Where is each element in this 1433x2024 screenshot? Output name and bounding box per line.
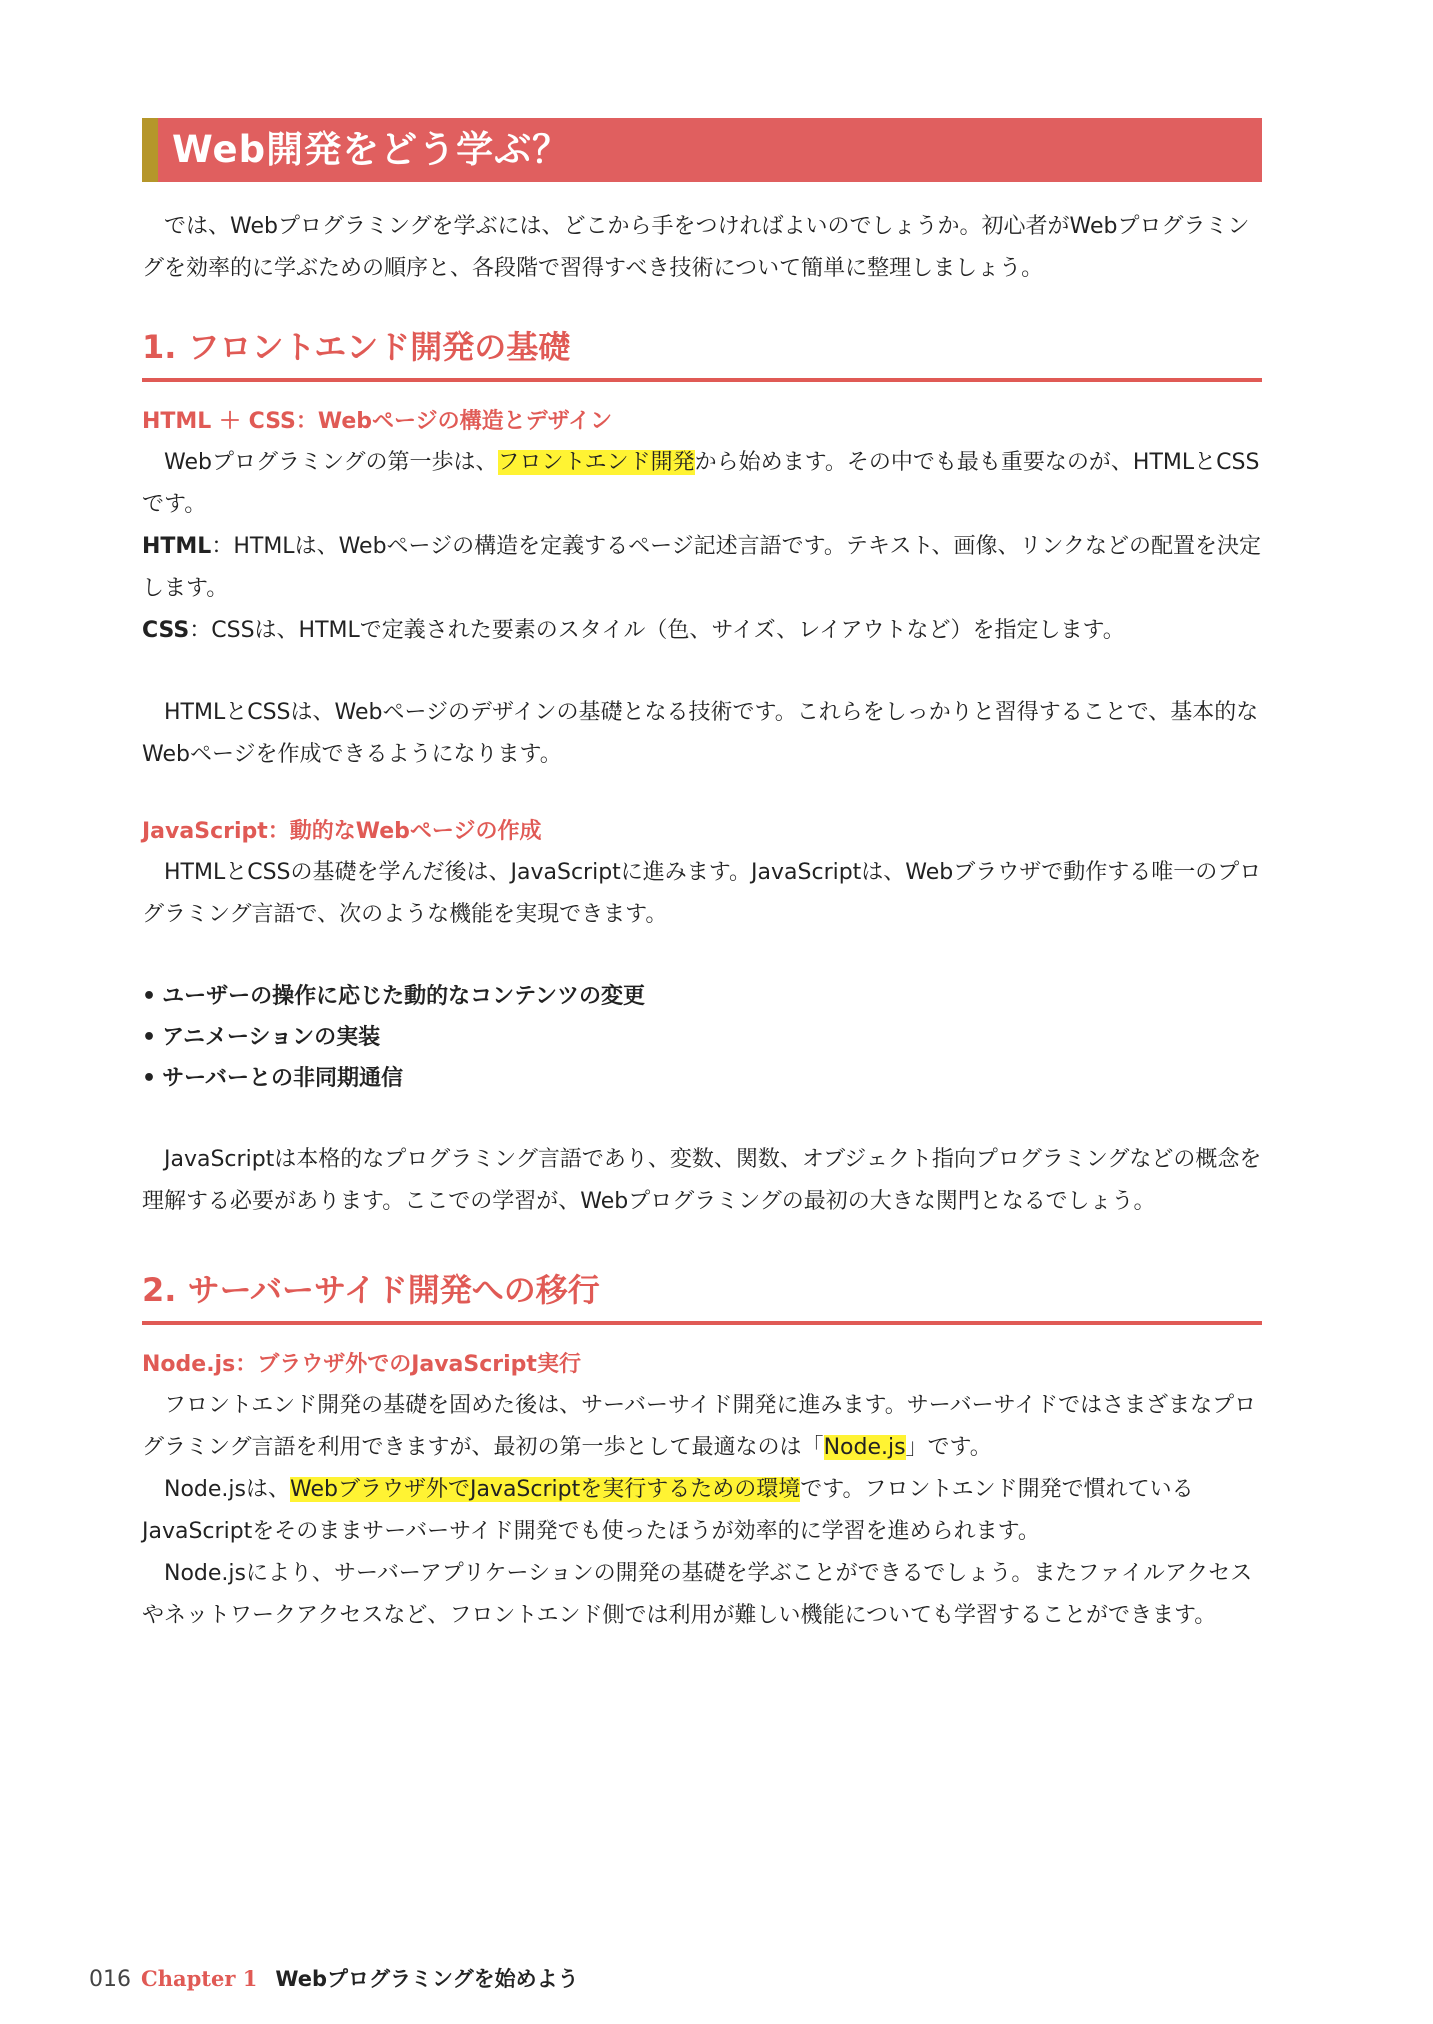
section-1-heading: 1. フロントエンド開発の基礎 <box>142 324 1262 382</box>
frontend-intro-paragraph: Webプログラミングの第一歩は、フロントエンド開発から始めます。その中でも最も重要なのが、HTMLとCSSです。 <box>142 450 1260 517</box>
nodejs-summary-paragraph: Node.jsにより、サーバーアプリケーションの開発の基礎を学ぶことができるでしょう。またファイルアクセスやネットワークアクセスなど、フロントエンド側では利用が難しい機能についても学習することができます。 <box>142 1561 1253 1628</box>
page-number: 016 <box>89 1967 131 1992</box>
page-footer <box>89 1963 579 1993</box>
page-body <box>142 118 1262 1637</box>
section-1-sub-1-heading: HTML ＋ CSS：Webページの構造とデザイン <box>142 409 613 434</box>
page-title-bar <box>142 118 1262 182</box>
javascript-intro-paragraph: HTMLとCSSの基礎を学んだ後は、JavaScriptに進みます。JavaScriptは、Webブラウザで動作する唯一のプログラミング言語で、次のような機能を実現できます。 <box>142 860 1262 927</box>
highlight-runtime: Webブラウザ外でJavaScriptを実行するための環境 <box>290 1477 801 1502</box>
intro-paragraph: では、Webプログラミングを学ぶには、どこから手をつければよいのでしょうか。初心者がWebプログラミングを効率的に学ぶための順序と、各段階で習得すべき技術について簡単に整理しましょう。 <box>142 214 1250 281</box>
chapter-label: Chapter 1 <box>141 1966 258 1991</box>
javascript-summary-paragraph: JavaScriptは本格的なプログラミング言語であり、変数、関数、オブジェクト指向プログラミングなどの概念を理解する必要があります。ここでの学習が、Webプログラミングの最初の大きな関門となるでしょう。 <box>142 1147 1262 1214</box>
chapter-title: Webプログラミングを始めよう <box>275 1967 579 1991</box>
section-2-sub-1-heading: Node.js：ブラウザ外でのJavaScript実行 <box>142 1352 581 1377</box>
html-term: HTML <box>142 534 212 559</box>
highlight-frontend: フロントエンド開発 <box>497 450 695 475</box>
server-side-intro-paragraph: フロントエンド開発の基礎を固めた後は、サーバーサイド開発に進みます。サーバーサイドではさまざまなプログラミング言語を利用できますが、最初の第一歩として最適なのは「Node.js」です。 <box>142 1393 1257 1460</box>
section-1-sub-2-heading: JavaScript：動的なWebページの作成 <box>142 819 542 844</box>
nodejs-definition-paragraph: Node.jsは、Webブラウザ外でJavaScriptを実行するための環境です。フロントエンド開発で慣れているJavaScriptをそのままサーバーサイド開発でも使ったほうが効率的に学習を進められます。 <box>142 1477 1194 1544</box>
list-item: • ユーザーの操作に応じた動的なコンテンツの変更 <box>142 976 1262 1017</box>
javascript-feature-list <box>142 976 1262 1099</box>
section-2-heading: 2. サーバーサイド開発への移行 <box>142 1267 1262 1325</box>
html-definition: HTML：HTMLは、Webページの構造を定義するページ記述言語です。テキスト、画像、リンクなどの配置を決定します。 <box>142 534 1262 601</box>
list-item: • アニメーションの実装 <box>142 1017 1262 1058</box>
highlight-nodejs: Node.js <box>823 1435 906 1460</box>
html-css-summary-paragraph: HTMLとCSSは、Webページのデザインの基礎となる技術です。これらをしっかりと習得することで、基本的なWebページを作成できるようになります。 <box>142 700 1259 767</box>
page-title: Web開発をどう学ぶ？ <box>172 128 571 171</box>
title-accent-bar <box>142 118 158 182</box>
css-term: CSS <box>142 618 190 643</box>
css-definition: CSS：CSSは、HTMLで定義された要素のスタイル（色、サイズ、レイアウトなど）を指定します。 <box>142 618 1125 643</box>
list-item: • サーバーとの非同期通信 <box>142 1058 1262 1099</box>
